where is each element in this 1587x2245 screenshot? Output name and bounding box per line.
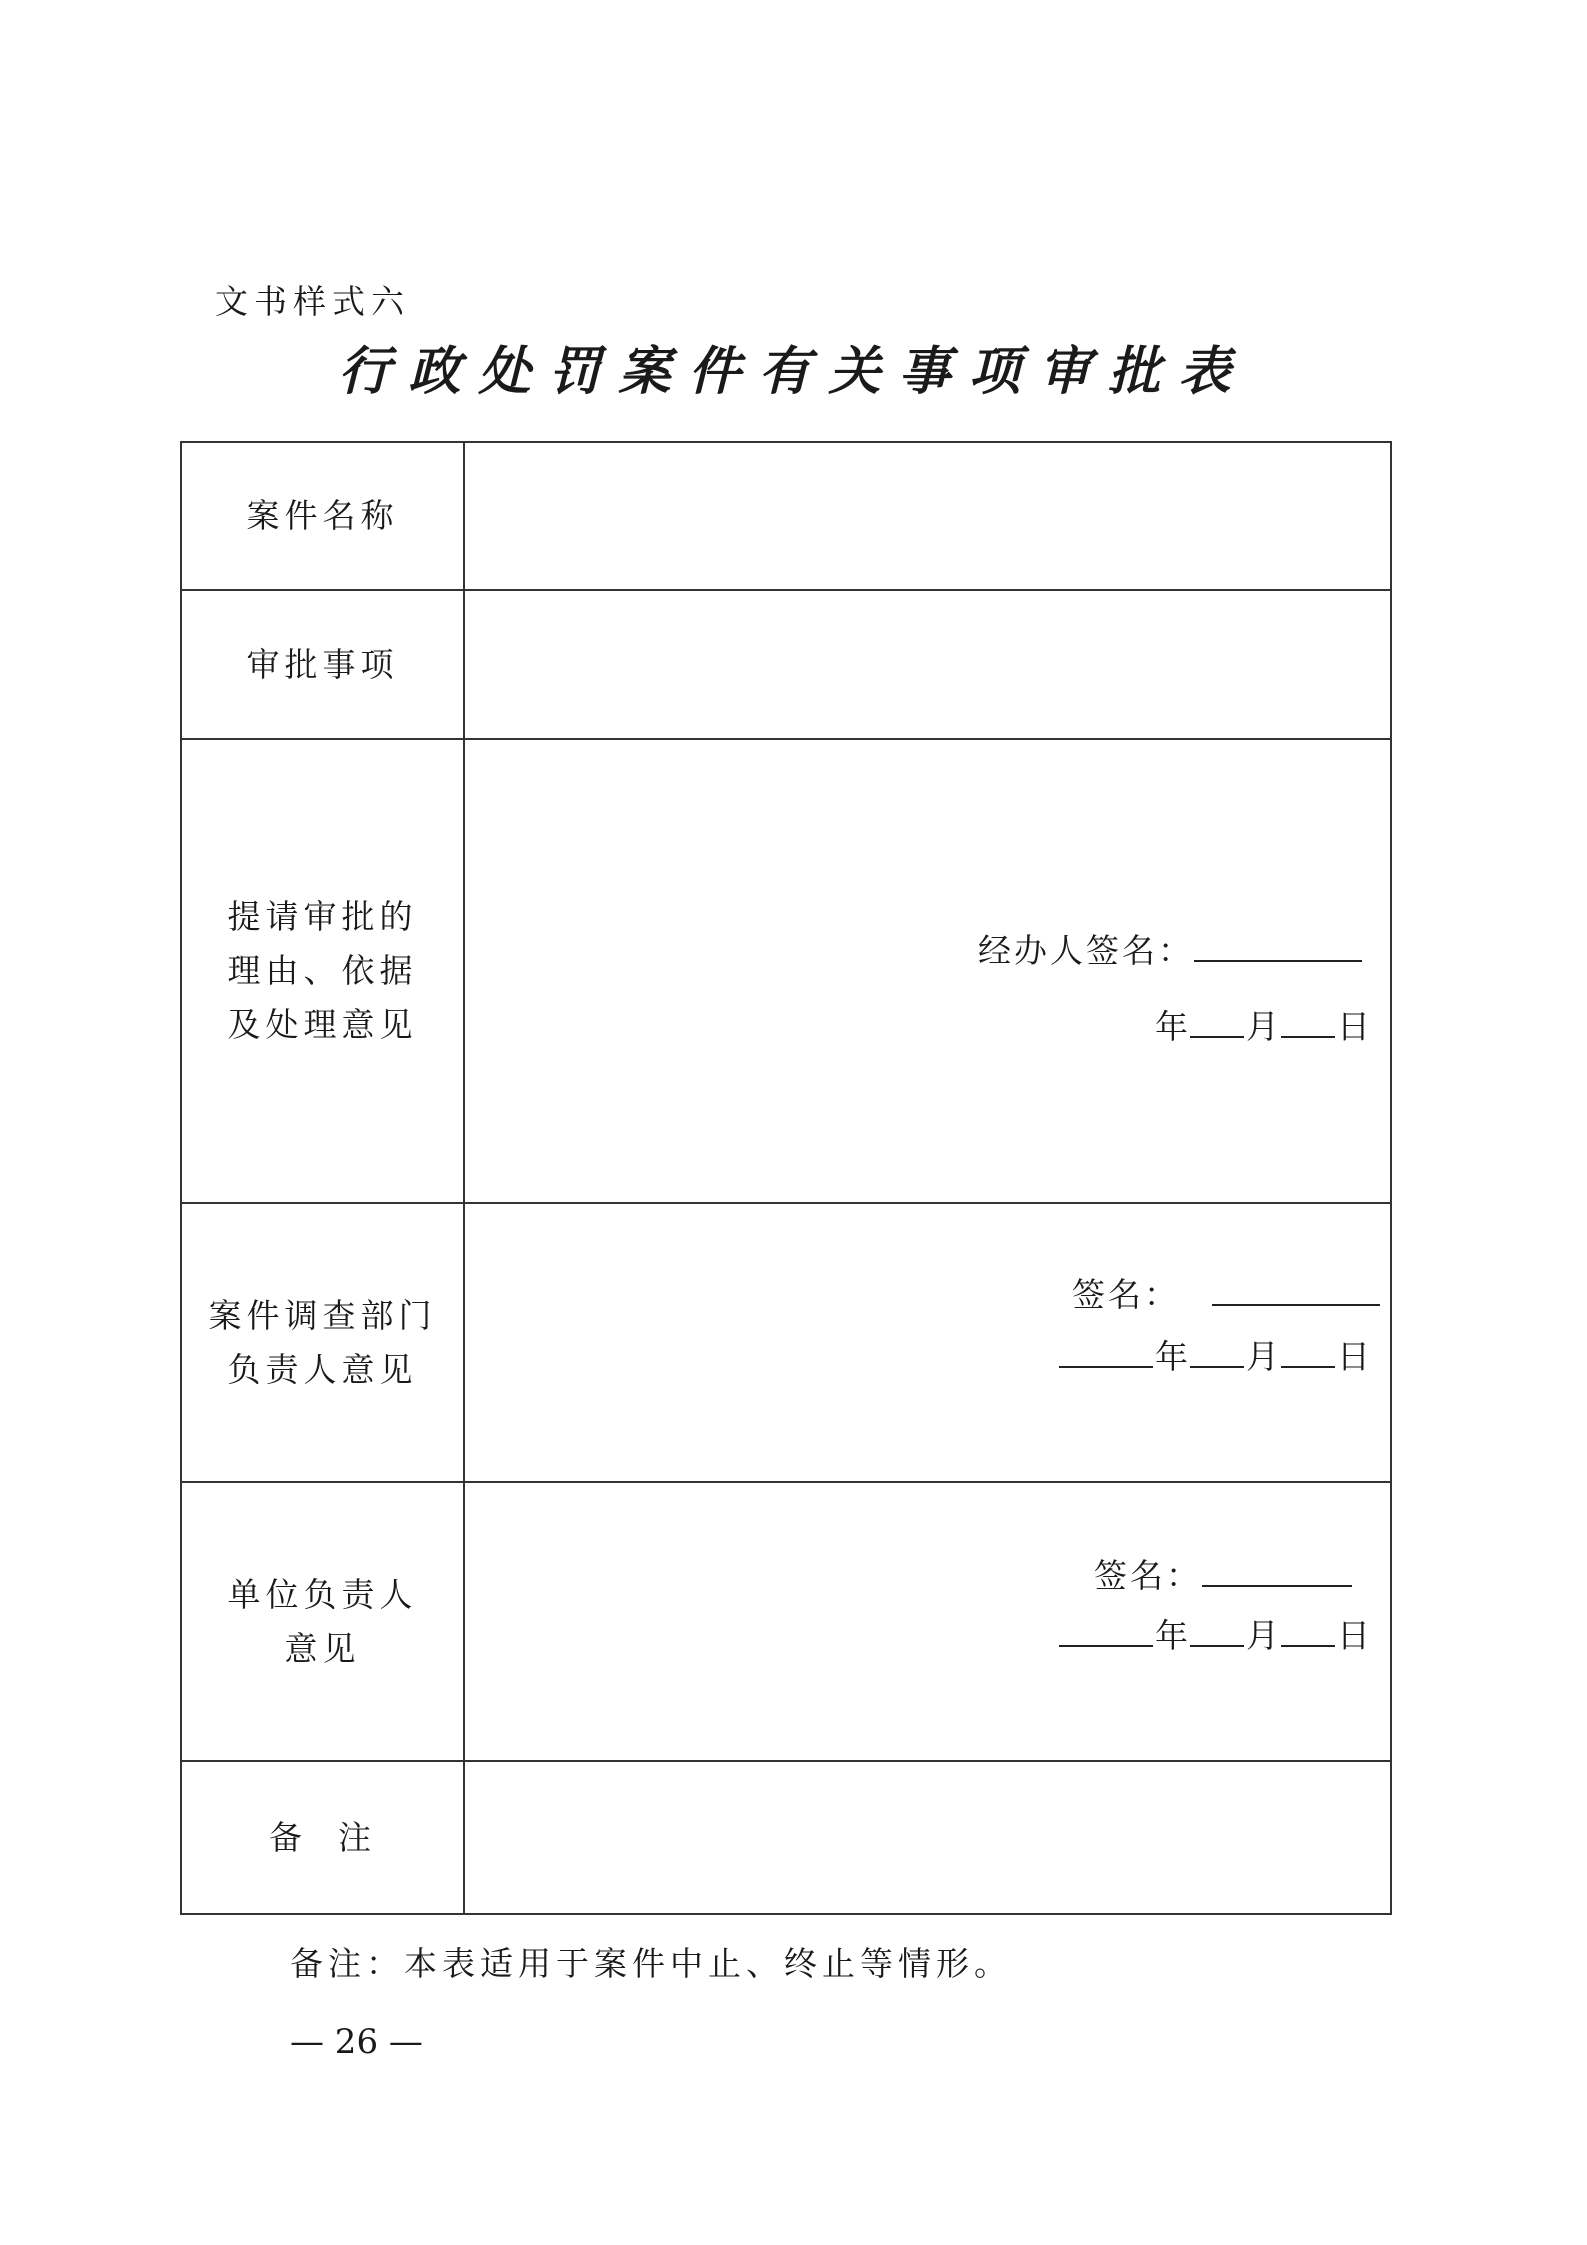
year-blank[interactable] (1059, 1336, 1153, 1368)
day-label: 日 (1337, 1337, 1370, 1376)
year-label: 年 (1155, 1337, 1188, 1376)
day-label: 日 (1337, 1007, 1370, 1046)
month-blank[interactable] (1190, 1006, 1244, 1038)
year-blank[interactable] (1059, 1615, 1153, 1647)
day-label: 日 (1337, 1616, 1370, 1655)
reasons-label: 提请审批的 理由、依据 及处理意见 (227, 897, 418, 1044)
label-cell (182, 591, 465, 738)
document-title: 行政处罚案件有关事项审批表 (338, 341, 1249, 402)
handler-signature (978, 930, 1362, 971)
dept-signature (1072, 1274, 1380, 1315)
investigation-dept-field[interactable] (465, 1204, 1390, 1481)
label-cell (182, 1483, 465, 1760)
row-remarks (182, 1762, 1390, 1913)
label-cell (182, 443, 465, 589)
row-reasons (182, 740, 1390, 1204)
unit-head-field[interactable] (465, 1483, 1390, 1760)
dept-signature-label: 签名： (1072, 1275, 1180, 1314)
unit-head-signature (1094, 1555, 1352, 1596)
row-unit-head-opinion (182, 1483, 1390, 1762)
row-investigation-dept-opinion (182, 1204, 1390, 1483)
day-blank[interactable] (1281, 1006, 1335, 1038)
approval-form-table (180, 441, 1392, 1915)
page-number: — 26 — (290, 2022, 423, 2062)
unit-head-signature-label: 签名： (1094, 1556, 1202, 1595)
remarks-label: 备 注 (269, 1817, 376, 1857)
unit-head-signature-blank[interactable] (1202, 1555, 1352, 1587)
year-label: 年 (1155, 1007, 1188, 1046)
approval-matter-label: 审批事项 (246, 644, 399, 684)
handler-signature-blank[interactable] (1194, 930, 1362, 962)
label-cell (182, 1762, 465, 1913)
year-label: 年 (1155, 1616, 1188, 1655)
case-name-field[interactable] (465, 443, 1390, 589)
unit-head-label: 单位负责人 意见 (227, 1574, 418, 1668)
month-label: 月 (1246, 1337, 1279, 1376)
dept-date (1059, 1336, 1372, 1377)
month-blank[interactable] (1190, 1615, 1244, 1647)
day-blank[interactable] (1281, 1615, 1335, 1647)
label-cell (182, 1204, 465, 1481)
month-label: 月 (1246, 1007, 1279, 1046)
month-blank[interactable] (1190, 1336, 1244, 1368)
footnote: 备注：本表适用于案件中止、终止等情形。 (290, 1944, 1012, 1983)
unit-head-date (1059, 1615, 1372, 1656)
handler-date (1153, 1006, 1372, 1047)
investigation-dept-label: 案件调查部门 负责人意见 (208, 1295, 437, 1389)
case-name-label: 案件名称 (246, 496, 399, 535)
label-cell (182, 740, 465, 1202)
reasons-field[interactable] (465, 740, 1390, 1202)
handler-signature-label: 经办人签名： (978, 931, 1194, 970)
dept-signature-blank[interactable] (1212, 1274, 1380, 1306)
row-case-name (182, 443, 1390, 591)
row-approval-matter (182, 591, 1390, 740)
document-style-label: 文书样式六 (215, 282, 410, 321)
month-label: 月 (1246, 1616, 1279, 1655)
remarks-field[interactable] (465, 1762, 1390, 1913)
day-blank[interactable] (1281, 1336, 1335, 1368)
approval-matter-field[interactable] (465, 591, 1390, 738)
